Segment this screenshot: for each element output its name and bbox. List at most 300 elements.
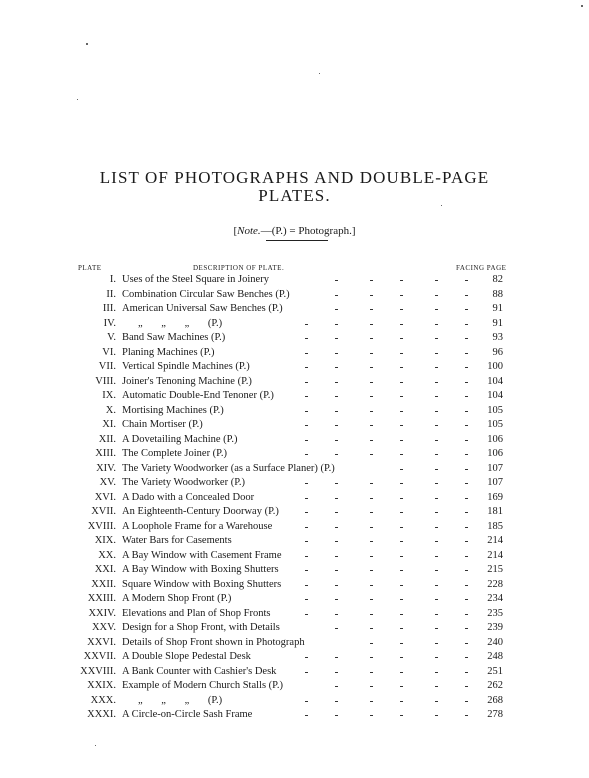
leader-dash [435, 295, 438, 296]
leader-dash [335, 454, 338, 455]
leader-dash [465, 614, 468, 615]
facing-page-number: 106 [487, 448, 503, 459]
facing-page-number: 239 [487, 622, 503, 633]
leader-dash [335, 367, 338, 368]
leader-dash [370, 614, 373, 615]
plate-description: Example of Modern Church Stalls (P.) [122, 680, 283, 691]
leader-dash [335, 527, 338, 528]
plate-number: XIX. [94, 535, 116, 546]
page-title-line-2: PLATES. [258, 186, 331, 205]
print-speck [86, 43, 88, 45]
table-row [0, 636, 589, 651]
facing-page-number: 105 [487, 419, 503, 430]
plate-description: An Eighteenth-Century Doorway (P.) [122, 506, 279, 517]
plate-description: Water Bars for Casements [122, 535, 232, 546]
leader-dash [370, 280, 373, 281]
leader-dash [335, 324, 338, 325]
leader-dash [335, 498, 338, 499]
note-open-bracket: [ [233, 225, 238, 237]
leader-dash [400, 280, 403, 281]
leader-dash [305, 367, 308, 368]
leader-dash [305, 396, 308, 397]
leader-dash [305, 570, 308, 571]
facing-page-number: 104 [487, 375, 503, 387]
leader-dash [305, 585, 308, 586]
table-row [0, 360, 589, 375]
plate-number: VIII. [95, 375, 116, 387]
leader-dash [435, 715, 438, 716]
leader-dash [465, 512, 468, 513]
print-speck [319, 73, 320, 74]
facing-page-number: 214 [487, 549, 503, 561]
leader-dash [400, 556, 403, 557]
leader-dash [370, 657, 373, 658]
plate-description: A Bay Window with Boxing Shutters [122, 564, 279, 575]
leader-dash [305, 672, 308, 673]
facing-page-number: 228 [487, 578, 503, 590]
table-row [0, 418, 589, 433]
leader-dash [435, 599, 438, 600]
leader-dash [370, 556, 373, 557]
leader-dash [335, 425, 338, 426]
leader-dash [435, 657, 438, 658]
print-speck [581, 5, 583, 7]
column-header-description: DESCRIPTION OF PLATE. [193, 264, 285, 272]
plate-description: A Modern Shop Front (P.) [122, 593, 232, 604]
photograph-note [0, 224, 589, 238]
facing-page-number: 185 [487, 520, 503, 532]
leader-dash [335, 483, 338, 484]
facing-page-number: 215 [487, 564, 503, 575]
leader-dash [465, 599, 468, 600]
table-row [0, 302, 589, 317]
leader-dash [435, 425, 438, 426]
table-row [0, 346, 589, 361]
leader-dash [435, 686, 438, 687]
leader-dash [465, 280, 468, 281]
leader-dash [305, 324, 308, 325]
leader-dash [465, 411, 468, 412]
leader-dash [305, 483, 308, 484]
facing-page-number: 82 [492, 274, 503, 285]
leader-dash [435, 512, 438, 513]
plate-description: American Universal Saw Benches (P.) [122, 303, 283, 314]
plate-number: XV. [99, 477, 116, 488]
facing-page-number: 248 [487, 651, 503, 662]
leader-dash [305, 440, 308, 441]
plate-number: III. [102, 303, 116, 314]
leader-dash [370, 672, 373, 673]
leader-dash [335, 701, 338, 702]
leader-dash [435, 570, 438, 571]
leader-dash [465, 396, 468, 397]
leader-dash [435, 672, 438, 673]
leader-dash [305, 454, 308, 455]
facing-page-number: 278 [487, 709, 503, 720]
facing-page-number: 240 [487, 636, 503, 648]
leader-dash [435, 483, 438, 484]
plate-description: The Variety Woodworker (as a Surface Planer) (P.) [122, 462, 335, 474]
plate-number: X. [105, 404, 116, 416]
leader-dash [465, 367, 468, 368]
facing-page-number: 106 [487, 433, 503, 445]
leader-dash [465, 295, 468, 296]
table-row [0, 462, 589, 477]
leader-dash [370, 425, 373, 426]
plate-number: VII. [98, 361, 116, 372]
plate-description: Mortising Machines (P.) [122, 404, 224, 416]
leader-dash [435, 527, 438, 528]
plate-number: XXIV. [88, 607, 116, 619]
table-row [0, 665, 589, 680]
leader-dash [335, 338, 338, 339]
leader-dash [400, 672, 403, 673]
table-row [0, 592, 589, 607]
table-row [0, 578, 589, 593]
note-underline [266, 240, 328, 241]
leader-dash [370, 483, 373, 484]
leader-dash [305, 614, 308, 615]
leader-dash [370, 324, 373, 325]
leader-dash [370, 440, 373, 441]
plate-description: Vertical Spindle Machines (P.) [122, 361, 250, 372]
leader-dash [305, 657, 308, 658]
leader-dash [305, 425, 308, 426]
leader-dash [370, 686, 373, 687]
leader-dash [435, 353, 438, 354]
plate-description: Uses of the Steel Square in Joinery [122, 274, 269, 285]
leader-dash [370, 628, 373, 629]
table-row [0, 288, 589, 303]
leader-dash [335, 512, 338, 513]
leader-dash [335, 628, 338, 629]
leader-dash [435, 585, 438, 586]
leader-dash [465, 686, 468, 687]
leader-dash [370, 715, 373, 716]
leader-dash [400, 686, 403, 687]
leader-dash [335, 309, 338, 310]
table-row [0, 404, 589, 419]
table-row [0, 331, 589, 346]
leader-dash [370, 295, 373, 296]
leader-dash [465, 672, 468, 673]
table-row [0, 708, 589, 723]
leader-dash [335, 353, 338, 354]
column-header-plate: PLATE [78, 264, 102, 272]
facing-page-number: 91 [492, 317, 503, 329]
plate-description: Design for a Shop Front, with Details [122, 622, 280, 633]
table-row [0, 389, 589, 404]
leader-dash [305, 701, 308, 702]
leader-dash [305, 527, 308, 528]
leader-dash [335, 541, 338, 542]
plate-number: XIV. [96, 462, 116, 474]
leader-dash [435, 541, 438, 542]
plate-number: XX. [98, 549, 116, 561]
leader-dash [465, 483, 468, 484]
leader-dash [435, 628, 438, 629]
plate-number: XI. [102, 419, 116, 430]
facing-page-number: 268 [487, 694, 503, 706]
plate-number: XXVIII. [80, 665, 116, 677]
facing-page-number: 100 [487, 361, 503, 372]
plate-number: XII. [98, 433, 116, 445]
leader-dash [370, 454, 373, 455]
leader-dash [435, 440, 438, 441]
leader-dash [370, 411, 373, 412]
facing-page-number: 235 [487, 607, 503, 619]
plate-number: II. [106, 288, 116, 300]
leader-dash [435, 498, 438, 499]
leader-dash [400, 701, 403, 702]
plate-number: XXXI. [87, 709, 116, 720]
table-row [0, 447, 589, 462]
plate-number: XXIX. [87, 680, 116, 691]
table-row [0, 607, 589, 622]
plate-description: A Circle-on-Circle Sash Frame [122, 709, 253, 720]
plate-number: XXX. [90, 694, 116, 706]
table-row [0, 491, 589, 506]
leader-dash [370, 541, 373, 542]
leader-dash [465, 643, 468, 644]
leader-dash [370, 367, 373, 368]
plate-number: V. [107, 332, 116, 343]
leader-dash [400, 599, 403, 600]
plate-description: Square Window with Boxing Shutters [122, 578, 282, 590]
leader-dash [400, 585, 403, 586]
leader-dash [465, 469, 468, 470]
table-row [0, 273, 589, 288]
leader-dash [400, 440, 403, 441]
leader-dash [465, 657, 468, 658]
leader-dash [400, 469, 403, 470]
leader-dash [305, 512, 308, 513]
facing-page-number: 107 [487, 462, 503, 474]
plate-number: XXVI. [87, 636, 116, 648]
leader-dash [465, 715, 468, 716]
facing-page-number: 214 [487, 535, 503, 546]
leader-dash [400, 411, 403, 412]
note-text: —(P.) = Photograph.] [260, 225, 356, 237]
leader-dash [465, 585, 468, 586]
leader-dash [435, 396, 438, 397]
plate-description: „ „ „ (P.) [138, 694, 223, 706]
leader-dash [400, 614, 403, 615]
leader-dash [465, 324, 468, 325]
plate-number: VI. [102, 346, 116, 358]
table-row [0, 549, 589, 564]
leader-dash [435, 338, 438, 339]
facing-page-number: 91 [492, 303, 503, 314]
leader-dash [305, 382, 308, 383]
plate-description: Joiner's Tenoning Machine (P.) [122, 375, 252, 387]
facing-page-number: 104 [487, 390, 503, 401]
leader-dash [465, 541, 468, 542]
leader-dash [435, 454, 438, 455]
plate-list [0, 273, 589, 723]
leader-dash [400, 454, 403, 455]
leader-dash [370, 599, 373, 600]
leader-dash [305, 498, 308, 499]
leader-dash [400, 643, 403, 644]
table-row [0, 375, 589, 390]
table-row [0, 433, 589, 448]
leader-dash [335, 585, 338, 586]
leader-dash [305, 338, 308, 339]
leader-dash [400, 715, 403, 716]
leader-dash [435, 324, 438, 325]
plate-description: A Bay Window with Casement Frame [122, 549, 282, 561]
leader-dash [335, 411, 338, 412]
leader-dash [435, 411, 438, 412]
leader-dash [465, 353, 468, 354]
table-row [0, 650, 589, 665]
leader-dash [465, 570, 468, 571]
leader-dash [370, 396, 373, 397]
page-title-line-1: LIST OF PHOTOGRAPHS AND DOUBLE-PAGE [99, 168, 490, 187]
table-row [0, 520, 589, 535]
leader-dash [400, 527, 403, 528]
leader-dash [400, 657, 403, 658]
plate-description: A Dovetailing Machine (P.) [122, 433, 238, 445]
leader-dash [335, 382, 338, 383]
leader-dash [400, 570, 403, 571]
leader-dash [305, 556, 308, 557]
plate-number: XVII. [91, 506, 116, 517]
leader-dash [370, 382, 373, 383]
table-row [0, 534, 589, 549]
leader-dash [435, 382, 438, 383]
leader-dash [435, 701, 438, 702]
leader-dash [335, 295, 338, 296]
leader-dash [400, 483, 403, 484]
leader-dash [435, 469, 438, 470]
leader-dash [370, 512, 373, 513]
facing-page-number: 96 [492, 346, 503, 358]
leader-dash [370, 643, 373, 644]
facing-page-number: 105 [487, 404, 503, 416]
leader-dash [335, 715, 338, 716]
leader-dash [400, 309, 403, 310]
leader-dash [400, 367, 403, 368]
facing-page-number: 234 [487, 593, 503, 604]
plate-description: A Bank Counter with Cashier's Desk [122, 665, 277, 677]
leader-dash [435, 280, 438, 281]
leader-dash [465, 556, 468, 557]
plate-description: Details of Shop Front shown in Photograph [122, 636, 305, 648]
leader-dash [335, 280, 338, 281]
table-row [0, 694, 589, 709]
leader-dash [335, 686, 338, 687]
leader-dash [335, 657, 338, 658]
facing-page-number: 169 [487, 491, 503, 503]
plate-number: XXII. [91, 578, 116, 590]
leader-dash [335, 440, 338, 441]
leader-dash [400, 512, 403, 513]
plate-description: The Variety Woodworker (P.) [122, 477, 245, 488]
leader-dash [465, 701, 468, 702]
leader-dash [435, 556, 438, 557]
facing-page-number: 107 [487, 477, 503, 488]
leader-dash [335, 396, 338, 397]
table-row [0, 679, 589, 694]
leader-dash [435, 643, 438, 644]
table-row [0, 621, 589, 636]
leader-dash [435, 614, 438, 615]
plate-description: A Loophole Frame for a Warehouse [122, 520, 273, 532]
leader-dash [305, 353, 308, 354]
plate-number: XXV. [91, 622, 116, 633]
facing-page-number: 251 [487, 665, 503, 677]
plate-number: IX. [102, 390, 116, 401]
leader-dash [465, 309, 468, 310]
leader-dash [335, 570, 338, 571]
leader-dash [370, 338, 373, 339]
leader-dash [400, 628, 403, 629]
leader-dash [400, 295, 403, 296]
leader-dash [465, 440, 468, 441]
leader-dash [400, 324, 403, 325]
leader-dash [370, 309, 373, 310]
plate-number: IV. [103, 317, 116, 329]
leader-dash [305, 715, 308, 716]
plate-number: XVIII. [87, 520, 116, 532]
table-row [0, 505, 589, 520]
table-row [0, 476, 589, 491]
leader-dash [370, 498, 373, 499]
leader-dash [335, 599, 338, 600]
leader-dash [370, 570, 373, 571]
leader-dash [435, 367, 438, 368]
plate-description: Band Saw Machines (P.) [122, 332, 226, 343]
plate-number: XXI. [94, 564, 116, 575]
plate-description: Elevations and Plan of Shop Fronts [122, 607, 271, 619]
leader-dash [335, 614, 338, 615]
leader-dash [465, 628, 468, 629]
plate-number: XVI. [94, 491, 116, 503]
plate-description: Chain Mortiser (P.) [122, 419, 203, 430]
leader-dash [465, 498, 468, 499]
leader-dash [400, 498, 403, 499]
leader-dash [465, 454, 468, 455]
table-row [0, 563, 589, 578]
leader-dash [305, 599, 308, 600]
plate-number: XIII. [95, 448, 116, 459]
plate-number: XXIII. [87, 593, 116, 604]
leader-dash [370, 353, 373, 354]
leader-dash [400, 541, 403, 542]
facing-page-number: 88 [492, 288, 503, 300]
plate-description: Combination Circular Saw Benches (P.) [122, 288, 290, 300]
plate-number: XXVII. [83, 651, 116, 662]
facing-page-number: 181 [487, 506, 503, 517]
plate-description: A Dado with a Concealed Door [122, 491, 255, 503]
note-label: Note. [237, 225, 261, 237]
leader-dash [400, 382, 403, 383]
leader-dash [335, 556, 338, 557]
column-header-page: FACING PAGE [456, 264, 507, 272]
facing-page-number: 93 [492, 332, 503, 343]
leader-dash [305, 541, 308, 542]
leader-dash [465, 382, 468, 383]
leader-dash [370, 585, 373, 586]
table-row [0, 317, 589, 332]
leader-dash [435, 309, 438, 310]
leader-dash [370, 701, 373, 702]
plate-description: A Double Slope Pedestal Desk [122, 651, 251, 662]
leader-dash [400, 396, 403, 397]
leader-dash [370, 527, 373, 528]
